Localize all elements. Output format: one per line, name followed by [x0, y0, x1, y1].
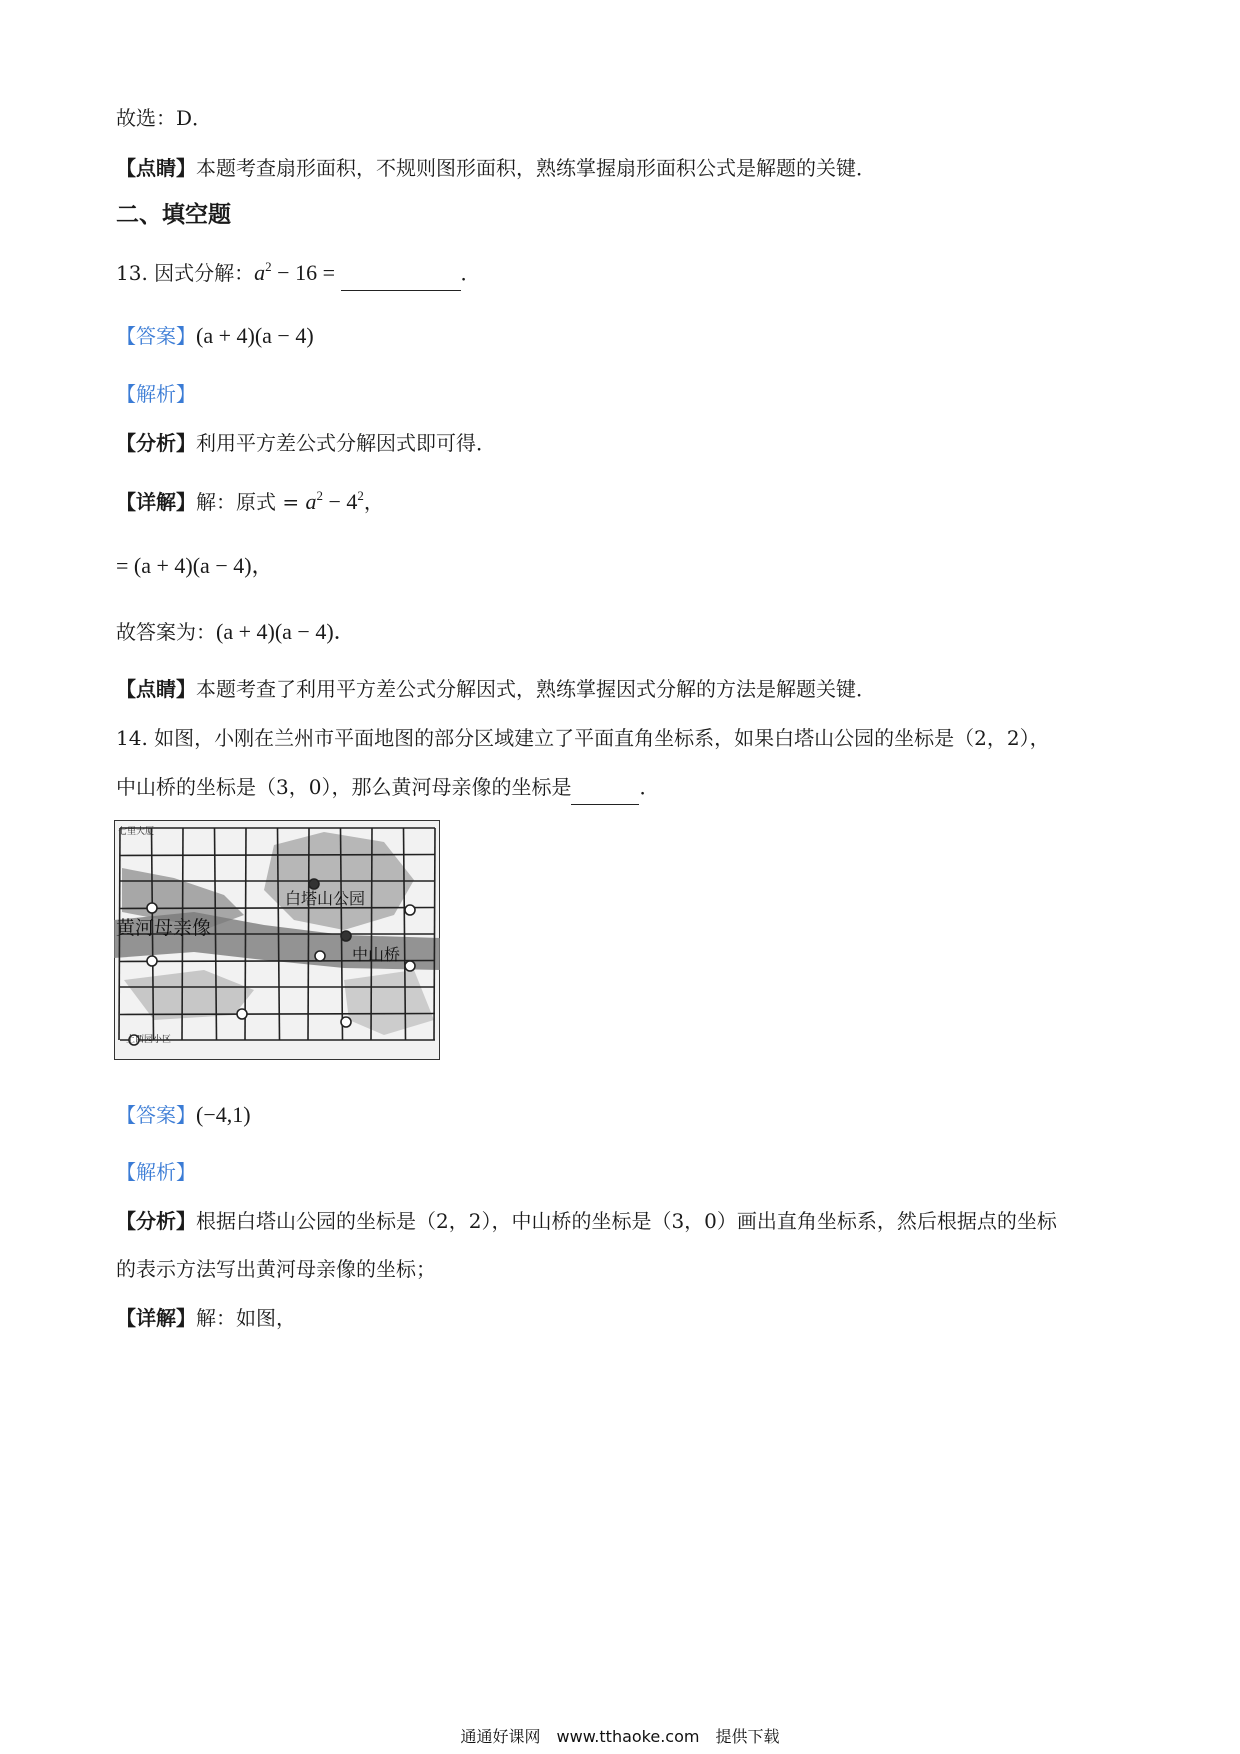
footer: 通通好课网 www.tthaoke.com 提供下载	[460, 1727, 780, 1746]
q14-fenxi-line2: 的表示方法写出黄河母亲像的坐标；	[116, 1257, 436, 1281]
q14-fenxi-line1: 【分析】根据白塔山公园的坐标是（2，2），中山桥的坐标是（3，0）画出直角坐标系，然后根据点的坐标	[116, 1209, 1057, 1233]
answer-blank	[341, 260, 461, 291]
section-title: 二、填空题	[116, 201, 231, 228]
map-label-bridge: 中山桥	[352, 945, 401, 964]
q13-analysis-tag: 【解析】	[116, 382, 196, 406]
map-landmark-dot-statue	[147, 903, 157, 913]
map-label-park: 白塔山公园	[285, 889, 366, 908]
q14-stem-line1: 14. 如图，小刚在兰州市平面地图的部分区域建立了平面直角坐标系，如果白塔山公园的坐标是（2，2），	[116, 726, 1050, 750]
map-landmark-dot-bridge	[341, 931, 351, 941]
map-landmark-dot-a	[147, 956, 157, 966]
prev-comment: 【点睛】本题考查扇形面积，不规则图形面积，熟练掌握扇形面积公式是解题的关键．	[116, 156, 876, 180]
q13-fenxi: 【分析】利用平方差公式分解因式即可得．	[116, 431, 496, 455]
comment-tag: 【点睛】	[116, 156, 196, 180]
q13-step2: = (a + 4)(a − 4)，	[116, 553, 274, 578]
map-landmark-dot-e	[405, 961, 415, 971]
map-landmark-dot-d	[405, 905, 415, 915]
grid-horizontal-line	[120, 908, 435, 909]
answer-blank	[571, 774, 639, 805]
map-landmark-dot-park	[309, 879, 319, 889]
q13-stem: 13. 因式分解：$a^2 - 16$ = ．	[116, 258, 481, 291]
choice-line: 故选：D．	[116, 106, 213, 130]
answer-tag: 【答案】	[116, 324, 196, 348]
map-landmark-dot-f	[315, 951, 325, 961]
map-label-bottom-left: 上西园小区	[126, 1035, 172, 1045]
map-label-statue: 黄河母亲像	[116, 917, 212, 939]
map-landmark-dot-c	[341, 1017, 351, 1027]
q13-xiangjie: 【详解】解：原式 = $a^2 - 4^2$，	[116, 488, 384, 514]
lanzhou-map-figure	[114, 820, 440, 1060]
q13-final: 故答案为：(a + 4)(a − 4)．	[116, 619, 356, 644]
q14-xiangjie: 【详解】解：如图，	[116, 1306, 296, 1330]
q14-answer: 【答案】(−4,1)	[116, 1102, 251, 1127]
map-label-top-left: 七里大厦	[118, 827, 155, 837]
q14-stem-line2: 中山桥的坐标是（3，0），那么黄河母亲像的坐标是 ．	[116, 772, 659, 805]
map-landmark-dot-b	[237, 1009, 247, 1019]
grid-horizontal-line	[120, 855, 435, 856]
q13-answer: 【答案】(a + 4)(a − 4)	[116, 323, 314, 348]
q14-analysis-tag: 【解析】	[116, 1160, 196, 1184]
q13-comment: 【点睛】本题考查了利用平方差公式分解因式，熟练掌握因式分解的方法是解题关键．	[116, 677, 876, 701]
grid-horizontal-line	[120, 1014, 435, 1015]
